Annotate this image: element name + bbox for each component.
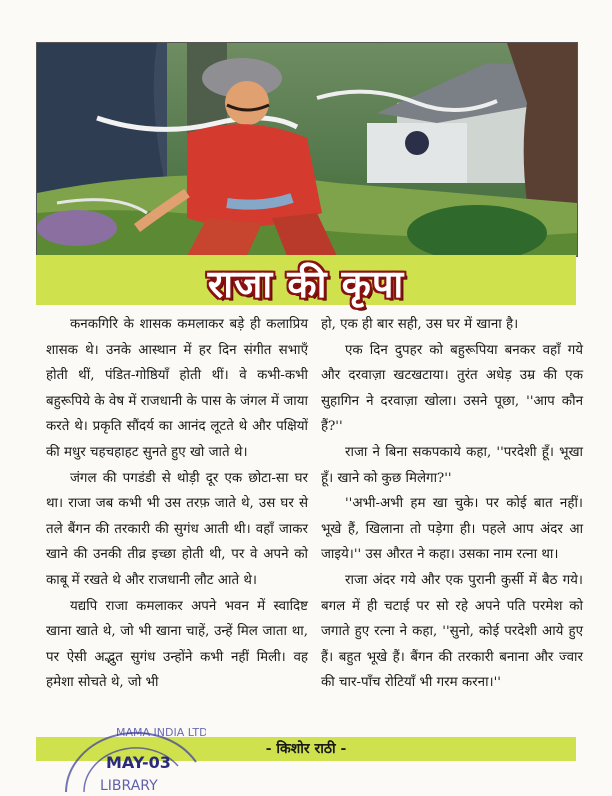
library-stamp	[56, 722, 206, 792]
paragraph: कनकगिरि के शासक कमलाकर बड़े ही कलाप्रिय शासक थे। उनके आस्थान में हर दिन संगीत सभाएँ होती थीं, पंडित-गोष्ठियाँ होती थीं। वे कभी-कभी बहुरूपिये के वेष में राजधानी के पास के जंगल में जाया करते थे। प्रकृति सौंदर्य का आनंद लूटते थे और पक्षियों की मधुर चहचहाहट सुनते हुए खो जाते थे।	[46, 317, 308, 460]
story-title: राजा की कृपा	[207, 261, 405, 306]
paragraph: हो, एक ही बार सही, उस घर में खाना है।	[321, 317, 519, 332]
paragraph: राजा अंदर गये और एक पुरानी कुर्सी में बैठ गये। बगल में ही चटाई पर सो रहे अपने पति परमेश को जगाते हुए रत्ना ने कहा, ''सुनो, कोई परदेशी आये हुए हैं। बहुत भूखे हैं। बैंगन की तरकारी बनाना और ज्वार की चार-पाँच रोटियाँ भी गरम करना।''	[321, 572, 583, 691]
paragraph: ''अभी-अभी हम खा चुके। पर कोई बात नहीं। भूखे हैं, खिलाना तो पड़ेगा ही। पहले आप अंदर आ जाइये।'' उस औरत ने कहा। उसका नाम रत्ना था।	[321, 496, 583, 563]
text-column-right	[321, 312, 583, 696]
paragraph: एक दिन दुपहर को बहुरूपिया बनकर वहाँ गये और दरवाज़ा खटखटाया। तुरंत अधेड़ उम्र की एक सुहागिन ने दरवाज़ा खोला। उसने पूछा, ''आप कौन हैं?''	[321, 342, 583, 435]
paragraph: जंगल की पगडंडी से थोड़ी दूर एक छोटा-सा घर था। राजा जब कभी भी उस तरफ़ जाते थे, उस घर से तले बैंगन की तरकारी की सुगंध आती थी। वहाँ जाकर खाने की उनकी तीव्र इच्छा होती थी, पर वे अपने को काबू में रखते थे और राजधानी लौट आते थे।	[46, 470, 308, 588]
king-in-forest-illustration	[37, 43, 577, 256]
stamp-date: MAY-03	[106, 753, 171, 772]
stamp-top-text: MAMA INDIA LTD	[116, 726, 206, 739]
title-band	[36, 255, 576, 305]
paragraph: यद्यपि राजा कमलाकर अपने भवन में स्वादिष्ट खाना खाते थे, जो भी खाना चाहें, उन्हें मिल जाता था, पर ऐसी अद्भुत सुगंध उन्होंने कभी नहीं मिली। वह हमेशा सोचते थे, जो भी	[46, 598, 308, 691]
text-column-left	[46, 312, 308, 696]
stamp-bottom-text: LIBRARY	[100, 778, 158, 792]
author-name: - किशोर राठी -	[265, 741, 347, 757]
story-illustration	[36, 42, 578, 257]
library-stamp-graphic	[56, 722, 206, 792]
paragraph: राजा ने बिना सकपकाये कहा, ''परदेशी हूँ। भूखा हूँ। खाने को कुछ मिलेगा?''	[321, 444, 583, 486]
